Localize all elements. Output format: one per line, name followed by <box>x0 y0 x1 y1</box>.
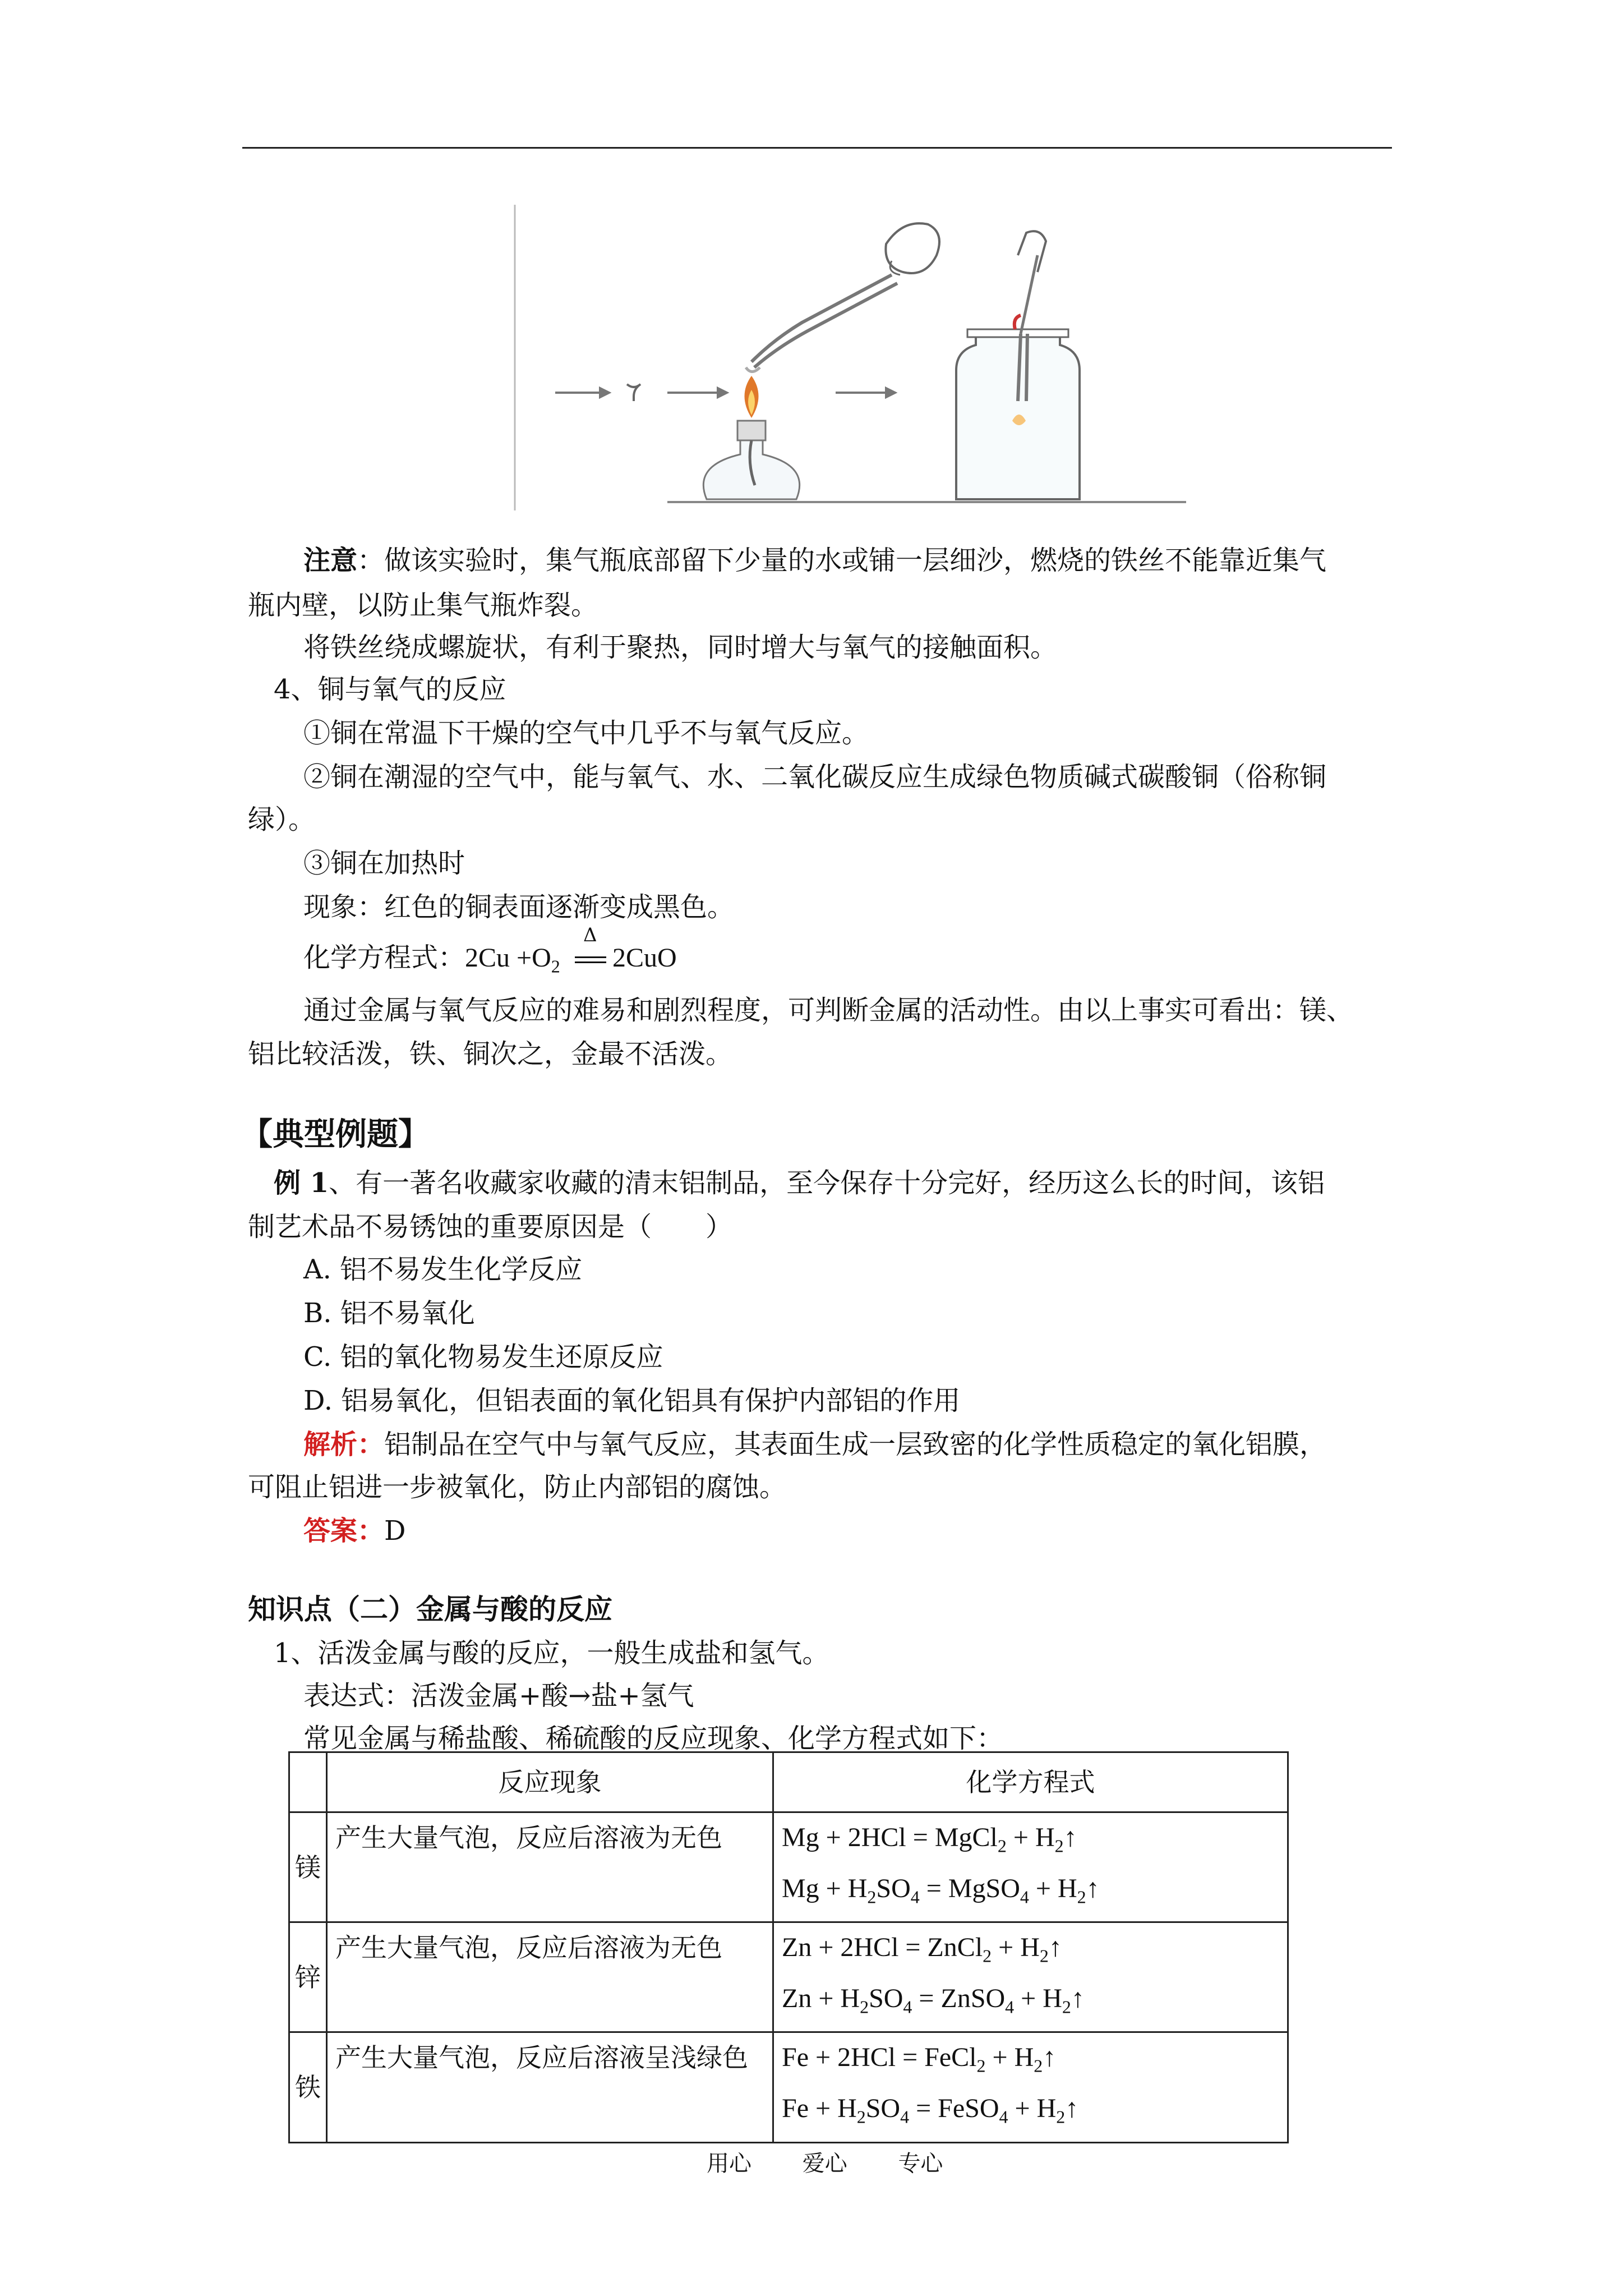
analysis-line-1: 解析：铝制品在空气中与氧气反应，其表面生成一层致密的化学性质稳定的氧化铝膜， <box>303 1429 1327 1460</box>
page-footer <box>707 2146 986 2178</box>
option-c: C. 铝的氧化物易发生还原反应 <box>303 1341 663 1373</box>
answer: 答案：D <box>303 1515 406 1547</box>
metal-cell: 铁 <box>289 2032 327 2142</box>
header-rule <box>242 147 1392 149</box>
equation-cell: Mg + 2HCl = MgCl$_2$ + $H_2↑$ $Mg + H_2SO_4$ = MgSO$_4$ + $H_2↑$ <box>773 1812 1288 1922</box>
table-row-mg <box>289 1812 1288 1922</box>
knowledge-heading: 知识点（二）金属与酸的反应 <box>248 1593 612 1626</box>
equation-cell: Zn + 2HCl = ZnCl$_2$ + $H_2↑$ $Zn + H_2SO_4$ = ZnSO$_4$ + $H_2↑$ <box>773 1922 1288 2032</box>
note-line-3: 将铁丝绕成螺旋状，有利于聚热，同时增大与氧气的接触面积。 <box>303 632 1058 663</box>
option-a: A. 铝不易发生化学反应 <box>303 1254 583 1285</box>
example-1-question-line-1: 例 1、有一著名收藏家收藏的清末铝制品，至今保存十分完好，经历这么长的时间，该铝 <box>274 1167 1325 1199</box>
header-empty-cell <box>289 1752 327 1812</box>
header-phenomenon: 反应现象 <box>327 1752 773 1812</box>
knowledge-table-intro: 常见金属与稀盐酸、稀硫酸的反应现象、化学方程式如下： <box>303 1723 1004 1754</box>
copy-item-2-line-2: 绿）。 <box>248 804 316 835</box>
heat-symbol: Δ <box>583 924 597 946</box>
phenomenon-cell: 产生大量气泡，反应后溶液呈浅绿色 <box>327 2032 773 2142</box>
copy-item-1: ①铜在常温下干燥的空气中几乎不与氧气反应。 <box>303 717 869 749</box>
option-b: B. 铝不易氧化 <box>303 1297 475 1329</box>
note-line-2: 瓶内壁，以防止集气瓶炸裂。 <box>248 590 598 621</box>
iron-wire-combustion-illustration <box>499 199 1189 513</box>
equation-cell: Fe + 2HCl = FeCl$_2$ + $H_2↑$ $Fe + H_2SO_4$ = FeSO$_4$ + $H_2↑$ <box>773 2032 1288 2142</box>
metal-acid-reaction-table <box>288 1751 1289 2143</box>
summary-line-1: 通过金属与氧气反应的难易和剧烈程度，可判断金属的活动性。由以上事实可看出：镁、 <box>303 995 1354 1026</box>
section-copy-oxygen-title: 4、铜与氧气的反应 <box>274 674 506 705</box>
footer-item: 爱心 <box>802 2151 847 2177</box>
table-header-row <box>289 1752 1288 1812</box>
table-row-fe <box>289 2032 1288 2142</box>
metal-cell: 锌 <box>289 1922 327 2032</box>
footer-item: 用心 <box>707 2151 751 2177</box>
copy-phenomenon: 现象：红色的铜表面逐渐变成黑色。 <box>303 891 735 923</box>
table-row-zn <box>289 1922 1288 2032</box>
phenomenon-cell: 产生大量气泡，反应后溶液为无色 <box>327 1922 773 2032</box>
footer-item: 专心 <box>898 2151 943 2177</box>
analysis-line-2: 可阻止铝进一步被氧化，防止内部铝的腐蚀。 <box>248 1471 787 1503</box>
metal-cell: 镁 <box>289 1812 327 1922</box>
example-1-question-line-2: 制艺术品不易锈蚀的重要原因是（ ） <box>248 1211 733 1243</box>
knowledge-point-1: 1、活泼金属与酸的反应，一般生成盐和氢气。 <box>274 1637 829 1669</box>
copy-item-2-line-1: ②铜在潮湿的空气中，能与氧气、水、二氧化碳反应生成绿色物质碱式碳酸铜（俗称铜 <box>303 761 1327 793</box>
copy-equation: 化学方程式：$2Cu +O_2$ Δ 2CuO <box>303 936 677 988</box>
phenomenon-cell: 产生大量气泡，反应后溶液为无色 <box>327 1812 773 1922</box>
header-equation: 化学方程式 <box>773 1752 1288 1812</box>
note-line-1: 注意：做该实验时，集气瓶底部留下少量的水或铺一层细沙，燃烧的铁丝不能靠近集气 <box>303 545 1327 576</box>
copy-item-3: ③铜在加热时 <box>303 848 465 879</box>
option-d: D. 铝易氧化，但铝表面的氧化铝具有保护内部铝的作用 <box>303 1385 961 1416</box>
gas-collection-jar <box>956 231 1080 499</box>
examples-heading: 【典型例题】 <box>241 1116 430 1153</box>
summary-line-2: 铝比较活泼，铁、铜次之，金最不活泼。 <box>248 1038 733 1070</box>
knowledge-expression: 表达式：活泼金属+酸→盐+氢气 <box>303 1680 694 1711</box>
tongs-holding-wire-over-flame <box>746 223 939 371</box>
